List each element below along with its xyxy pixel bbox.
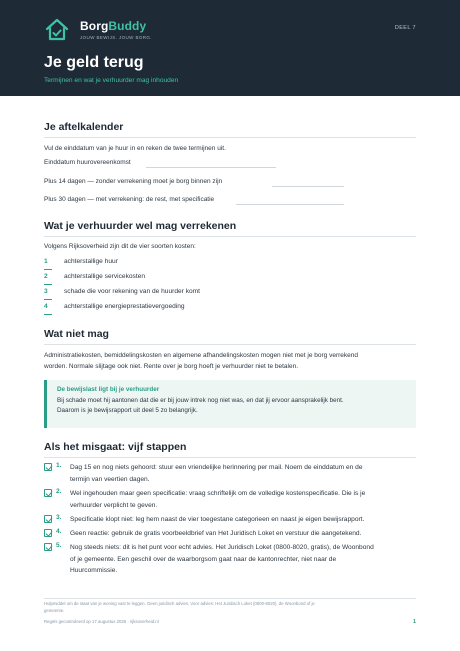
step-line: Dag 15 en nog niets gehoord: stuur een vriendelijke herinnering per mail. Noem de einddatum en de [70, 464, 363, 471]
section-divider [44, 457, 416, 458]
callout-line1: Bij schade moet hij aantonen dat die er bij jouw intrek nog niet was, en dat jij ervoor aansprakelijk bent. [57, 397, 344, 404]
checkbox-icon[interactable] [44, 515, 52, 523]
section-divider [44, 236, 416, 237]
part-label: DEEL 7 [394, 25, 416, 31]
field-einddatum[interactable] [146, 167, 276, 168]
field-plus30[interactable] [236, 204, 344, 205]
step-number: 1. [56, 462, 62, 469]
house-check-icon [45, 18, 69, 42]
step-text [70, 462, 416, 485]
number-underline [44, 314, 52, 315]
footer-line1: Hulpmiddel om de staat van je woning vast te leggen. Geen juridisch advies. Voor advies: Het Juridisch Loket (0800-8020), de Woonbond of je [44, 601, 315, 606]
checkbox-icon[interactable] [44, 489, 52, 497]
footer-disclaimer [44, 601, 384, 614]
list-number: 4 [44, 303, 48, 310]
list-item [44, 258, 344, 270]
field-label-plus14: Plus 14 dagen — zonder verrekening moet je borg binnen zijn [44, 178, 223, 185]
section-title-aftelkalender: Je aftelkalender [44, 121, 124, 133]
niet-mag-line1: Administratiekosten, bemiddelingskosten en algemene afhandelingskosten mogen niet met je borg verrekend [44, 352, 358, 359]
step-text [70, 514, 416, 526]
section-divider [44, 344, 416, 345]
step-line: Geen reactie: gebruik de gratis voorbeeldbrief van Het Juridisch Loket en verstuur die aangetekend. [70, 530, 362, 537]
page-number: 1 [412, 619, 416, 625]
step-text [70, 528, 416, 540]
footer-checked: Regels gecontroleerd op 17 augustus 2026 · rijksoverheid.nl [44, 619, 159, 624]
step-number: 3. [56, 514, 62, 521]
list-number: 3 [44, 288, 48, 295]
brand-tagline: JOUW BEWIJS. JOUW BORG. [80, 35, 152, 40]
section-title-misgaat: Als het misgaat: vijf stappen [44, 441, 187, 453]
number-underline [44, 299, 52, 300]
number-underline [44, 284, 52, 285]
field-plus14[interactable] [272, 186, 344, 187]
number-underline [44, 269, 52, 270]
list-number: 1 [44, 258, 48, 265]
list-item [44, 288, 344, 300]
field-label-einddatum: Einddatum huurovereenkomst [44, 159, 131, 166]
footer-divider [44, 598, 416, 599]
list-item [44, 273, 344, 285]
callout-box [44, 380, 416, 428]
step-line: termijn van veertien dagen. [70, 475, 150, 483]
callout-title: De bewijslast ligt bij je verhuurder [57, 386, 160, 393]
list-label: achterstallige huur [64, 258, 118, 265]
step-number: 5. [56, 542, 62, 549]
field-label-plus30: Plus 30 dagen — met verrekening: de rest, met specificatie [44, 196, 215, 203]
step-line: verhuurder verplicht te geven. [70, 501, 158, 509]
step-line: of je gemeente. Een geschil over de waarborgsom gaat naar de kantonrechter, niet naar de [70, 555, 337, 563]
callout-line2: Daarom is je bewijsrapport uit deel 5 zo belangrijk. [57, 407, 198, 414]
checkbox-icon[interactable] [44, 543, 52, 551]
step-number: 4. [56, 528, 62, 535]
page-subtitle: Termijnen en wat je verhuurder mag inhouden [44, 77, 179, 84]
header-band [0, 0, 460, 96]
step-line: Wel ingehouden maar geen specificatie: vraag schriftelijk om de volledige kostenspecificatie. Die is je [70, 490, 366, 497]
step-line: Specificatie klopt niet: leg hem naast de vier toegestane categorieen en naast je eigen bewijsrapport. [70, 516, 365, 523]
verrekenen-intro: Volgens Rijksoverheid zijn dit de vier soorten kosten: [44, 243, 196, 250]
step-text [70, 488, 416, 511]
checkbox-icon[interactable] [44, 463, 52, 471]
list-label: achterstallige servicekosten [64, 273, 145, 280]
callout-text [57, 396, 407, 416]
step-line: Huurcommissie. [70, 567, 118, 574]
list-label: achterstallige energieprestatievergoeding [64, 303, 185, 310]
section-title-niet-mag: Wat niet mag [44, 328, 109, 340]
page-title: Je geld terug [44, 54, 144, 71]
footer-line2: gemeente. [44, 607, 65, 613]
step-text [70, 542, 416, 577]
checkbox-icon[interactable] [44, 529, 52, 537]
step-number: 2. [56, 488, 62, 495]
list-label: schade die voor rekening van de huurder komt [64, 288, 200, 295]
section-divider [44, 137, 416, 138]
list-number: 2 [44, 273, 48, 280]
section-title-verrekenen: Wat je verhuurder wel mag verrekenen [44, 220, 237, 232]
aftelkalender-intro: Vul de einddatum van je huur in en reken de twee termijnen uit. [44, 145, 226, 152]
niet-mag-line2: worden. Normale slijtage ook niet. Rente over je borg hoeft je verhuurder niet te betalen. [44, 363, 299, 370]
step-line: Nog steeds niets: dit is het punt voor echt advies. Het Juridisch Loket (0800-8020, gratis), de Woonbond [70, 544, 374, 551]
list-item [44, 303, 344, 315]
brand-name: BorgBuddy [80, 19, 147, 33]
